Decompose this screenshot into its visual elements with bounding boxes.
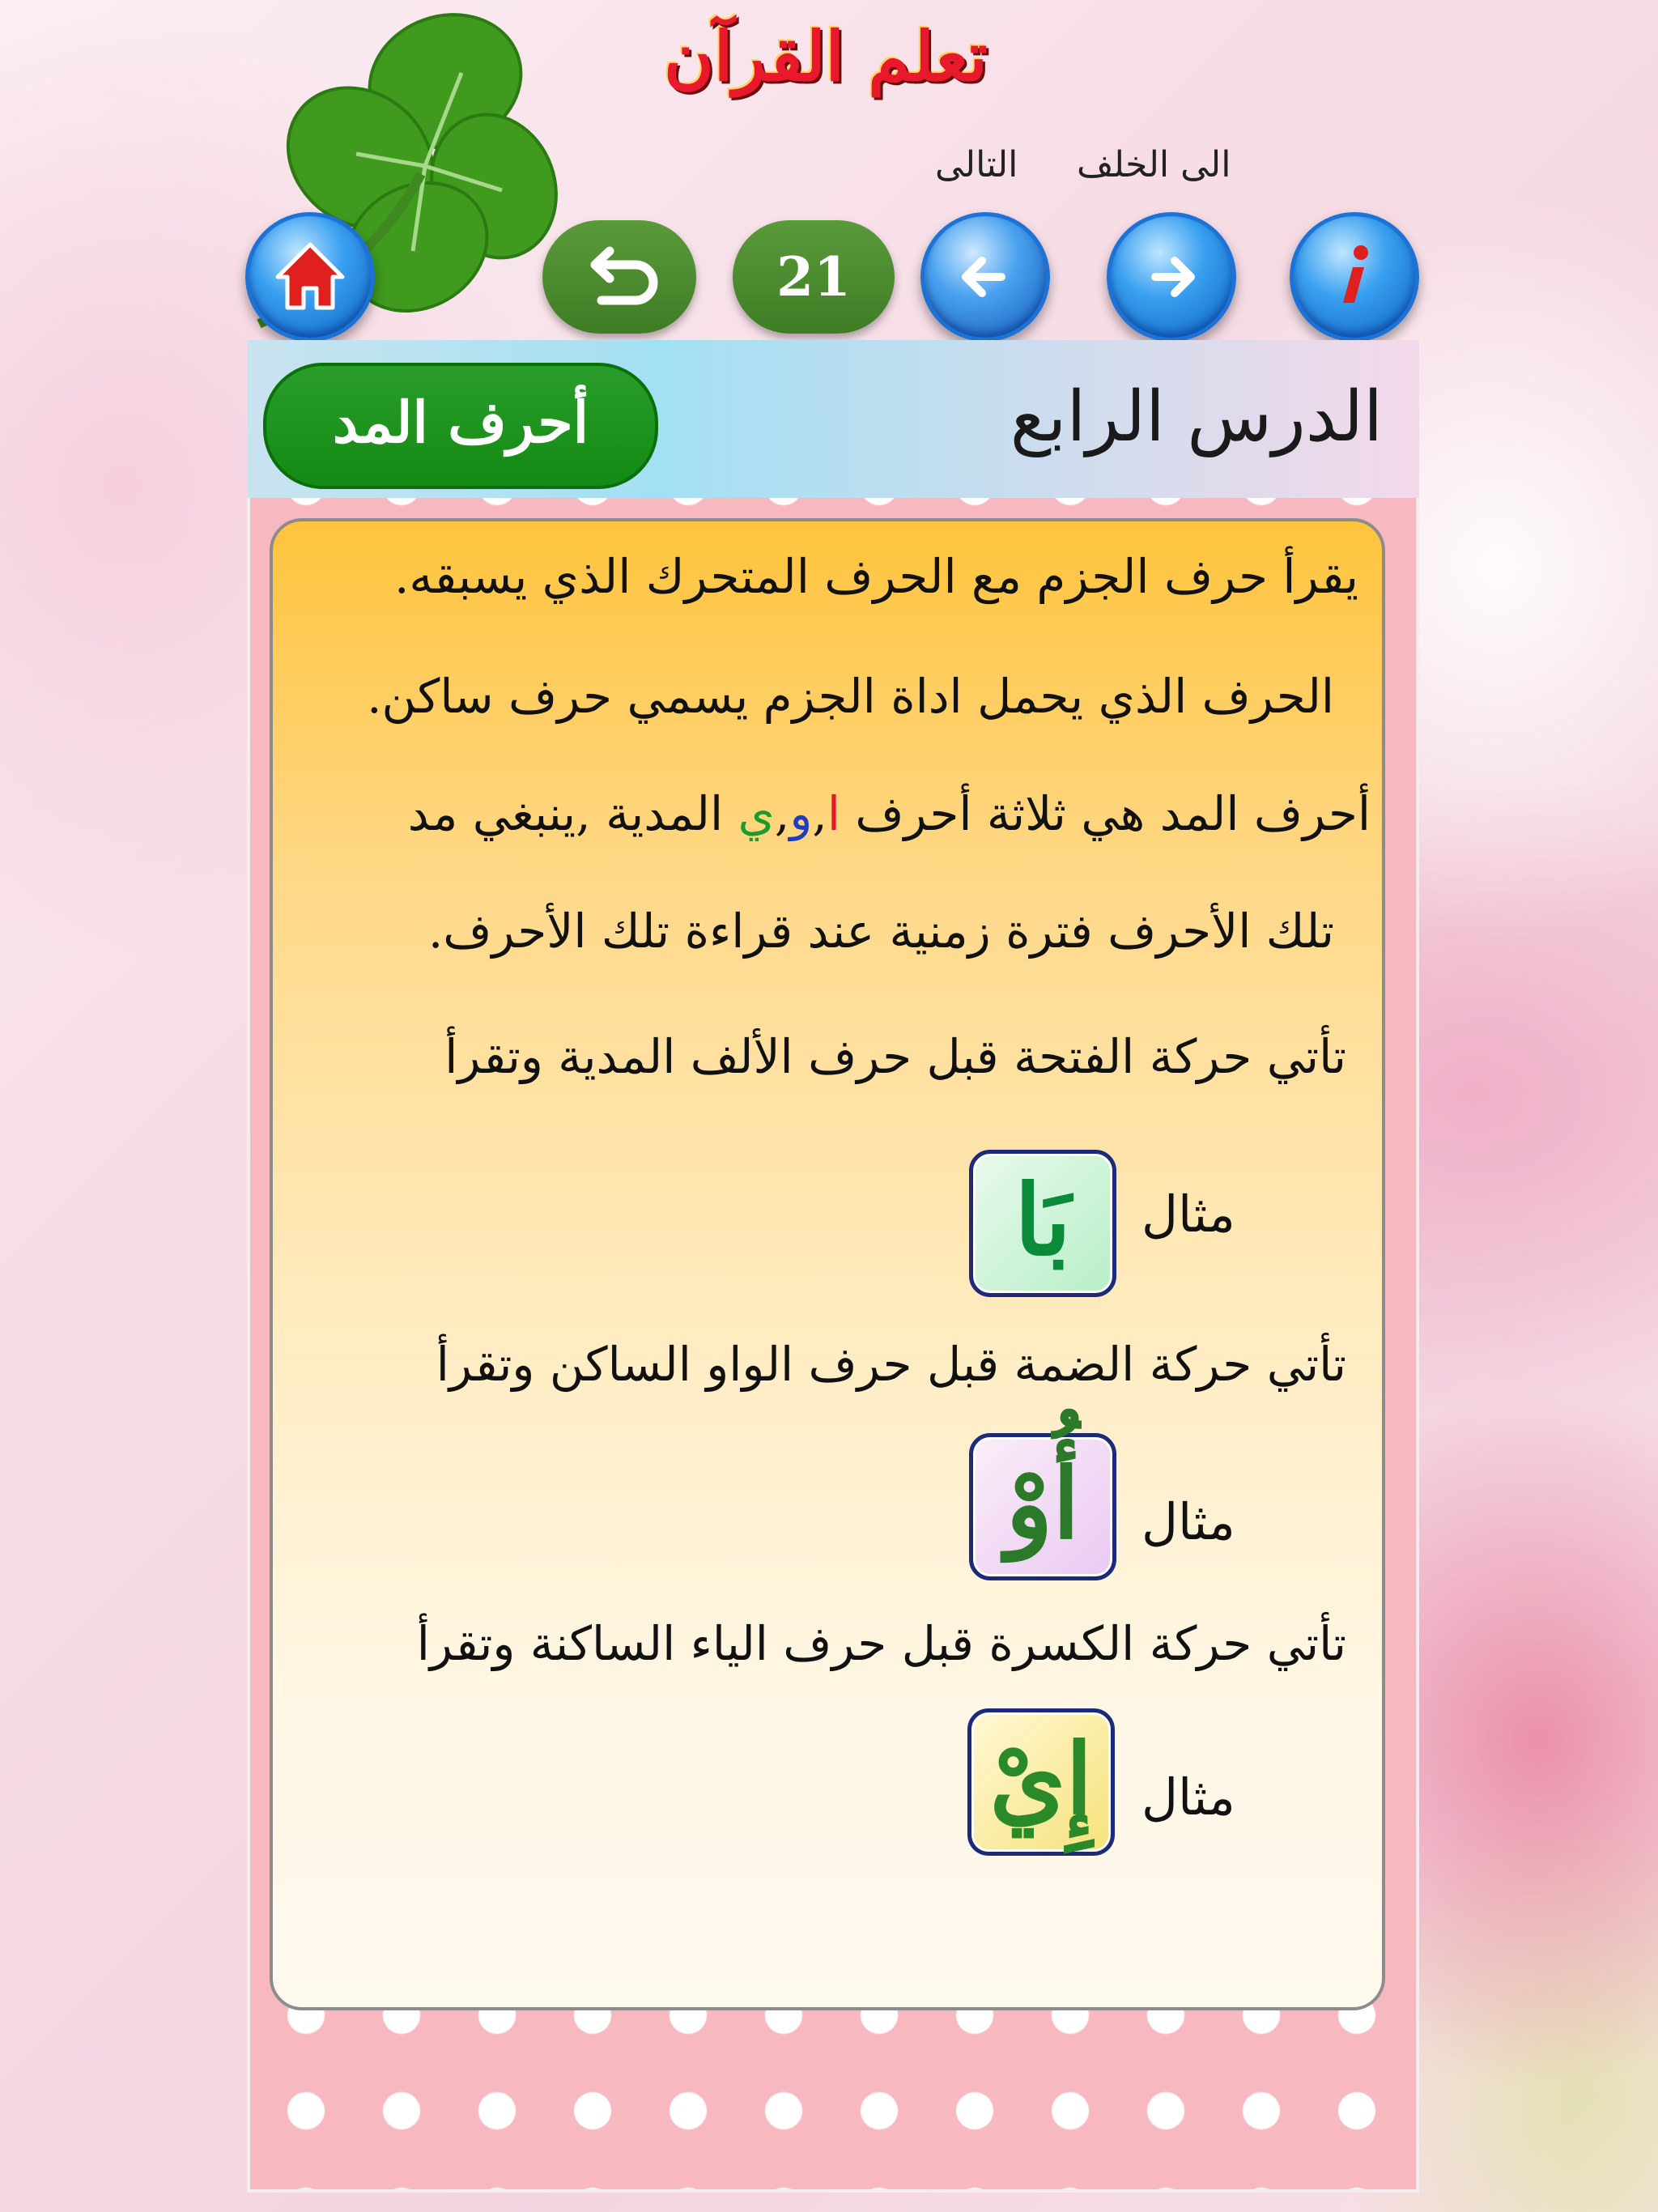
info-button[interactable] — [1290, 212, 1419, 342]
paragraph-3: تلك الأحرف فترة زمنية عند قراءة تلك الأحرف. — [427, 904, 1334, 959]
next-button[interactable] — [920, 212, 1050, 342]
home-button[interactable] — [245, 212, 375, 342]
replay-icon — [579, 236, 660, 317]
home-icon — [270, 236, 351, 317]
arrow-right-icon — [1131, 236, 1212, 317]
separator: , — [812, 786, 827, 841]
madd-line-suffix: المدية ,ينبغي مد — [407, 786, 738, 841]
replay-button[interactable] — [542, 220, 696, 334]
example-label: مثال — [1141, 1492, 1235, 1551]
example-letter: أُوْ — [1005, 1447, 1080, 1561]
info-icon — [1314, 236, 1395, 317]
arrow-left-icon — [945, 236, 1026, 317]
rule-kasra: تأتي حركة الكسرة قبل حرف الياء الساكنة وتقرأ — [416, 1616, 1346, 1671]
alif-letter: ا — [827, 786, 840, 841]
example-card-u[interactable] — [969, 1433, 1116, 1580]
paragraph-2: الحرف الذي يحمل اداة الجزم يسمي حرف ساكن. — [367, 669, 1334, 724]
app-title: تعلم القرآن — [664, 16, 988, 96]
madd-letters-line — [408, 781, 1371, 846]
rule-fatha: تأتي حركة الفتحة قبل حرف الألف المدية وتقرأ — [444, 1029, 1346, 1084]
lesson-title: الدرس الرابع — [1010, 376, 1383, 457]
paragraph-1: يقرأ حرف الجزم مع الحرف المتحرك الذي يسبقه. — [393, 549, 1358, 604]
madd-letters-badge[interactable]: أحرف المد — [263, 363, 658, 489]
next-label: التالى — [935, 144, 1018, 185]
separator: , — [774, 786, 790, 841]
madd-line-prefix: أحرف المد هي ثلاثة أحرف — [840, 786, 1371, 841]
example-letter: بَا — [1014, 1163, 1071, 1278]
example-card-ba[interactable] — [969, 1150, 1116, 1297]
back-label: الى الخلف — [1077, 144, 1231, 185]
example-label: مثال — [1141, 1767, 1235, 1827]
example-label: مثال — [1141, 1185, 1235, 1244]
example-card-i[interactable] — [967, 1708, 1115, 1856]
rule-damma: تأتي حركة الضمة قبل حرف الواو الساكن وتقرأ — [436, 1337, 1346, 1392]
waw-letter: و — [789, 786, 813, 841]
page-number: 21 — [733, 220, 895, 334]
ya-letter: ي — [738, 786, 775, 841]
example-letter: إِيْ — [989, 1722, 1093, 1836]
back-button[interactable] — [1107, 212, 1236, 342]
